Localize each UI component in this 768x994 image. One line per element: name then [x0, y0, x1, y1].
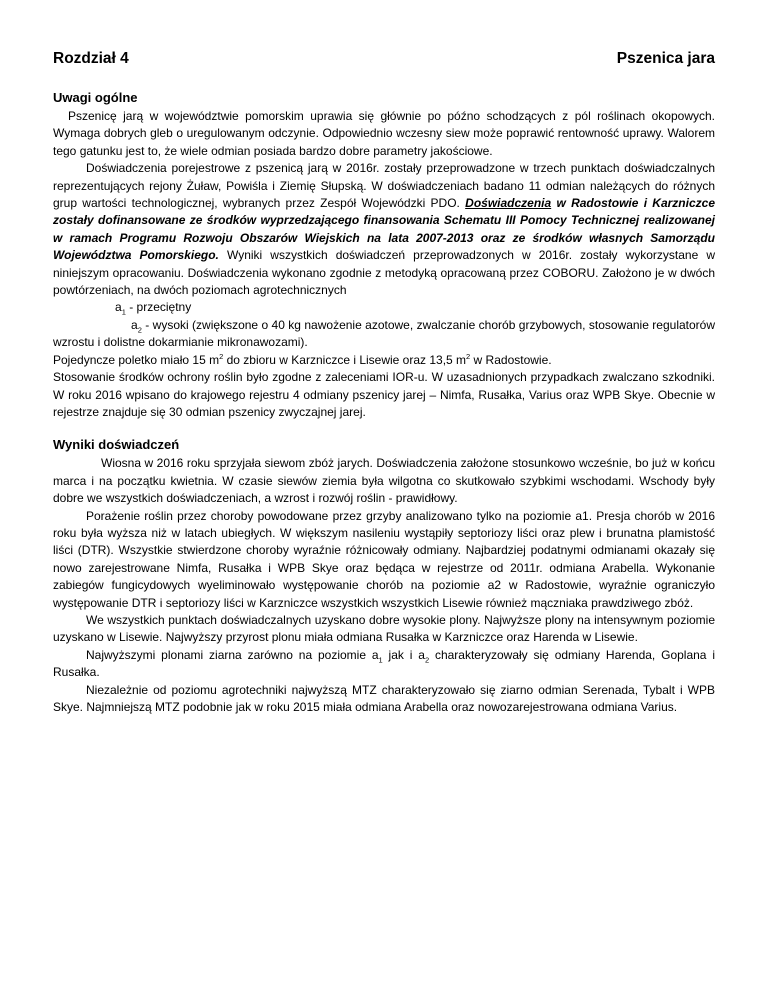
yield-subscript-2: 2	[424, 655, 430, 665]
level-a2-letter: a	[131, 317, 138, 332]
plot-size-text-b: do zbioru w Karzniczce i Lisewie oraz 13,5 m	[223, 352, 467, 367]
paragraph-2-end: Wyniki wszystkich doświadczeń przeprowadzonych w 2016r. zostały wykorzystane w niniejszym opracowaniu. Doświadczenia wykonano zgodnie z metodyką opracowaną przez COBORU. Założono je w dwóch powtórzeniach, na dwóch poziomach agrotechnicznych	[53, 248, 716, 298]
level-a1-text: - przeciętny	[125, 300, 192, 315]
chapter-header	[53, 50, 715, 68]
results-section	[53, 437, 715, 716]
results-paragraph-2: Porażenie roślin przez choroby powodowane przez grzyby analizowano tylko na poziomie a1. Presja chorób w 2016 roku była wyższa niż w latach ubiegłych. W większym nasileniu wystąpiły septoriozy liści oraz plew i brunatna plamistość liści (DTR). Wszystkie stwierdzone choroby wyraźnie różnicowały odmiany. Najbardziej podatnymi odmianami okazały się nowo zarejestrowane Nimfa, Rusałka i WPB Skye oraz będąca w rejestrze od 2011r. odmiana Arabella. Wykonanie zabiegów fungicydowych wyeliminowało występowanie chorób na poziomie a2 w Radostowie, wyraźnie ograniczyło występowanie DTR i septoriozy liści w Karzniczce wszystkich wszystkich Lisewie również mączniaka prawdziwego zbóż.	[53, 508, 715, 610]
funding-text: w Radostowie i Karzniczce zostały dofinansowane ze środków wyprzedzającego finansowania Schematu III Pomocy Technicznej realizowanej w ramach Programu Rozwoju Obszarów Wiejskich na lata 2007-2013 oraz ze środków własnych Samorządu Województwa Pomorskiego.	[53, 196, 715, 263]
plot-size-text-a: Pojedyncze poletko miało 15 m	[53, 352, 220, 367]
plot-size-superscript-2: 2	[466, 351, 471, 361]
results-heading: Wyniki doświadczeń	[53, 437, 180, 453]
general-paragraph-4: Stosowanie środków ochrony roślin było zgodne z zaleceniami IOR-u. W uzasadnionych przypadkach zwalczano szkodniki. W roku 2016 wpisano do krajowego rejestru 4 odmiany pszenicy jarej – Nimfa, Rusałka, Varius oraz WPB Skye. Obecnie w rejestrze znajduje się 30 odmian pszenicy zwyczajnej jarej.	[53, 370, 715, 419]
chapter-number: Rozdział 4	[53, 50, 129, 67]
level-a2-item	[53, 317, 715, 352]
level-a2-subscript: 2	[137, 325, 142, 335]
general-notes-section	[53, 90, 715, 421]
level-a1-subscript: 1	[121, 307, 126, 317]
results-paragraph-5: Niezależnie od poziomu agrotechniki najwyższą MTZ charakteryzowało się ziarno odmian Serenada, Tybalt i WPB Skye. Najmniejszą MTZ podobnie jak w roku 2015 miała odmiana Arabella oraz nowozarejestrowana odmiana Varius.	[53, 682, 715, 714]
results-paragraph-1: Wiosna w 2016 roku sprzyjała siewom zbóż jarych. Doświadczenia założone stosunkowo wcześnie, bo już w końcu marca i na początku kwietnia. W czasie siewów ziemia była wilgotna co skutkowało szybkimi wschodami. Wschody były dobre we wszystkich doświadczeniach, a wzrost i rozwój roślin - prawidłowy.	[53, 456, 715, 506]
yield-text-a: Najwyższymi plonami ziarna zarówno na poziomie a	[86, 647, 379, 662]
yield-subscript-1: 1	[378, 655, 383, 665]
section-gap	[53, 421, 715, 437]
plot-size-superscript-1: 2	[219, 351, 224, 361]
general-notes-heading: Uwagi ogólne	[53, 90, 138, 105]
paragraph-2-start: Doświadczenia porejestrowe z pszenicą jarą w 2016r. zostały przeprowadzone w trzech punktach doświadczalnych reprezentujących rejony Żuław, Powiśla i Ziemię Słupską. W doświadczeniach badano 11 odmian należących do różnych grup wartości technologicznej, wybranych przez Zespół Wojewódzki PDO.	[53, 161, 715, 211]
general-paragraph-3	[53, 352, 715, 369]
funding-underlined: Doświadczenia	[465, 196, 552, 211]
level-a1-letter: a	[115, 300, 122, 315]
general-paragraph-1: Pszenicę jarą w województwie pomorskim uprawia się głównie po późno schodzących z pól roślinach okopowych. Wymaga dobrych gleb o uregulowanym odczynie. Odpowiednio wczesny siew może poprawić rentowność uprawy. Walorem tego gatunku jest to, że wiele odmian posiada bardzo dobre parametry jakościowe.	[53, 109, 715, 158]
results-paragraph-3: We wszystkich punktach doświadczalnych uzyskano dobre wysokie plony. Najwyższe plony na intensywnym poziomie uzyskano w Lisewie. Najwyższy przyrost plonu miała odmiana Rusałka w Karzniczce oraz Harenda w Lisewie.	[53, 612, 715, 645]
yield-text-b: jak i a	[382, 647, 425, 662]
general-paragraph-2	[53, 160, 715, 299]
level-a1-item	[53, 299, 715, 316]
chapter-title: Pszenica jara	[616, 50, 715, 67]
document-page	[53, 50, 715, 716]
yield-text-c: charakteryzowały się odmiany Harenda, Goplana i Rusałka.	[53, 647, 715, 680]
plot-size-text-c: w Radostowie.	[470, 352, 552, 367]
results-paragraph-4	[53, 647, 715, 682]
level-a2-text: - wysoki (zwiększone o 40 kg nawożenie azotowe, zwalczanie chorób grzybowych, stosowanie regulatorów wzrostu i dolistne dokarmianie mikronawozami).	[53, 317, 715, 350]
